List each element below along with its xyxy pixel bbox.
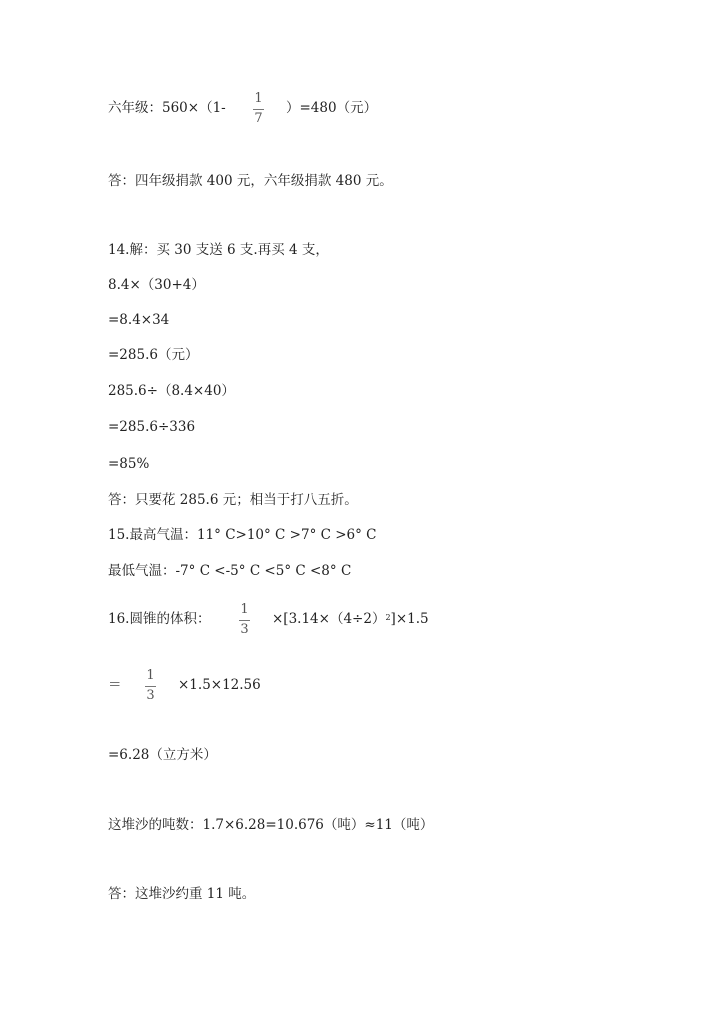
fraction-denominator: 7 <box>254 111 263 126</box>
fraction-numerator: 1 <box>240 602 249 617</box>
problem14-answer: 答：只要花 285.6 元；相当于打八五折。 <box>108 492 358 508</box>
problem13-answer: 答：四年级捐款 400 元，六年级捐款 480 元。 <box>108 173 393 189</box>
fraction-one-third <box>239 603 250 637</box>
problem14-line3: =8.4×34 <box>108 312 170 328</box>
fraction-denominator: 3 <box>146 688 155 703</box>
cone-formula-part-b: ]×1.5 <box>390 611 429 627</box>
fraction-bar <box>239 620 250 621</box>
problem14-line4: =285.6（元） <box>108 347 199 363</box>
problem14-line7: =85% <box>108 456 150 472</box>
cone-volume-step2: ×1.5×12.56 <box>178 677 261 693</box>
problem15-high-temps: 15.最高气温：11° C>10° C >7° C >6° C <box>108 527 377 543</box>
grade6-calc-suffix: ）=480（元） <box>286 100 378 116</box>
problem16-tonnage: 这堆沙的吨数：1.7×6.28=10.676（吨）≈11（吨） <box>108 817 434 833</box>
fraction-denominator: 3 <box>240 622 249 637</box>
problem16-answer: 答：这堆沙约重 11 吨。 <box>108 886 256 902</box>
problem14-line5: 285.6÷（8.4×40） <box>108 383 235 399</box>
fraction-one-seventh <box>253 92 264 126</box>
exponent: 2 <box>385 613 391 622</box>
cone-volume-formula <box>272 610 429 628</box>
problem16-volume-result: =6.28（立方米） <box>108 747 217 763</box>
fraction-bar <box>145 686 156 687</box>
problem14-line1: 14.解：买 30 支送 6 支.再买 4 支， <box>108 242 329 258</box>
fraction-numerator: 1 <box>254 91 263 106</box>
problem14-line2: 8.4×（30+4） <box>108 277 205 293</box>
fraction-bar <box>253 109 264 110</box>
problem15-low-temps: 最低气温：-7° C <-5° C <5° C <8° C <box>108 563 352 579</box>
problem14-line6: =285.6÷336 <box>108 419 196 435</box>
cone-volume-label: 16.圆锥的体积： <box>108 611 211 627</box>
equals-sign: ＝ <box>108 677 122 693</box>
fraction-one-third <box>145 669 156 703</box>
fraction-numerator: 1 <box>146 668 155 683</box>
grade6-calc-prefix: 六年级：560×（1- <box>108 100 226 116</box>
cone-formula-part-a: ×[3.14×（4÷2） <box>272 611 386 627</box>
